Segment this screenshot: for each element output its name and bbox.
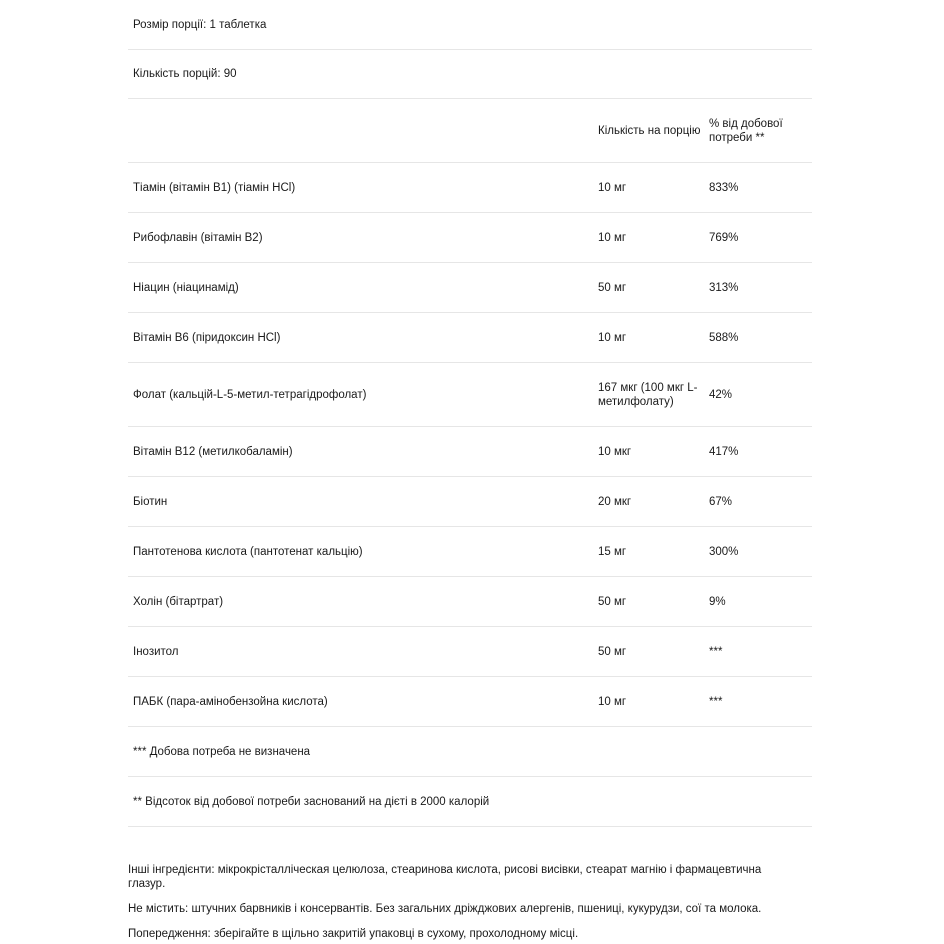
nutrient-amount: 10 мг	[598, 695, 627, 708]
nutrient-daily-value: 588%	[709, 331, 739, 344]
note-row	[128, 777, 812, 827]
nutrient-name: Тіамін (вітамін B1) (тіамін HCl)	[133, 181, 296, 194]
nutrient-amount: 10 мг	[598, 331, 627, 344]
nutrient-name: ПАБК (пара-амінобензойна кислота)	[133, 695, 328, 708]
table-row	[128, 627, 812, 677]
servings-count-row	[128, 50, 812, 99]
servings-count: Кількість порцій: 90	[133, 68, 237, 80]
nutrient-name: Фолат (кальцій-L-5-метил-тетрагідрофолат)	[133, 388, 367, 401]
note-row	[128, 727, 812, 777]
nutrient-name: Вітамін B12 (метилкобаламін)	[133, 445, 293, 458]
nutrient-amount: 167 мкг (100 мкг L-метилфолату)	[598, 381, 698, 408]
nutrient-amount: 50 мг	[598, 645, 627, 658]
nutrient-daily-value: 9%	[709, 595, 726, 608]
table-row	[128, 263, 812, 313]
table-header-row	[128, 99, 812, 163]
nutrient-daily-value: ***	[709, 695, 723, 708]
serving-size-row	[128, 0, 812, 50]
nutrient-daily-value: 67%	[709, 495, 733, 508]
free-of-statement: Не містить: штучних барвників і консервантів. Без загальних дріжджових алергенів, пшениці, кукурудзи, сої та молока.	[128, 903, 762, 915]
nutrient-daily-value: ***	[709, 645, 723, 658]
nutrient-name: Вітамін B6 (піридоксин HCl)	[133, 331, 281, 344]
table-row	[128, 577, 812, 627]
nutrient-amount: 50 мг	[598, 595, 627, 608]
table-row	[128, 313, 812, 363]
serving-size: Розмір порції: 1 таблетка	[133, 18, 267, 31]
nutrient-daily-value: 300%	[709, 545, 739, 558]
nutrient-amount: 10 мг	[598, 181, 627, 194]
daily-value-header: % від добової потреби **	[709, 117, 783, 144]
nutrient-name: Ніацин (ніацинамід)	[133, 281, 239, 294]
nutrient-name: Холін (бітартрат)	[133, 595, 224, 608]
amount-header: Кількість на порцію	[598, 124, 701, 137]
nutrient-daily-value: 833%	[709, 181, 739, 194]
table-row	[128, 213, 812, 263]
nutrient-amount: 50 мг	[598, 281, 627, 294]
nutrient-amount: 15 мг	[598, 545, 627, 558]
table-row	[128, 363, 812, 427]
table-row	[128, 527, 812, 577]
nutrient-daily-value: 313%	[709, 281, 739, 294]
nutrient-amount: 10 мкг	[598, 445, 632, 458]
nutrient-name: Інозитол	[133, 645, 179, 658]
storage-warning: Попередження: зберігайте в щільно закритій упаковці в сухому, прохолодному місці.	[128, 928, 579, 940]
nutrient-amount: 20 мкг	[598, 495, 632, 508]
nutrient-name: Біотин	[133, 495, 168, 508]
supplement-facts-table	[128, 0, 812, 827]
nutrient-daily-value: 769%	[709, 231, 739, 244]
table-row	[128, 163, 812, 213]
table-row	[128, 477, 812, 527]
nutrient-name: Пантотенова кислота (пантотенат кальцію)	[133, 545, 363, 558]
nutrient-name: Рибофлавін (вітамін B2)	[133, 231, 263, 244]
no-daily-value-note: *** Добова потреба не визначена	[133, 745, 311, 758]
nutrient-daily-value: 417%	[709, 445, 739, 458]
table-row	[128, 677, 812, 727]
nutrient-amount: 10 мг	[598, 231, 627, 244]
daily-value-basis-note: ** Відсоток від добової потреби заснований на дієті в 2000 калорій	[133, 795, 490, 808]
table-row	[128, 427, 812, 477]
nutrient-daily-value: 42%	[709, 388, 733, 401]
other-ingredients: Інші інгредієнти: мікрокрісталліческая целюлоза, стеаринова кислота, рисові висівки, стеарат магнію і фармацевтична глазур.	[128, 864, 762, 890]
